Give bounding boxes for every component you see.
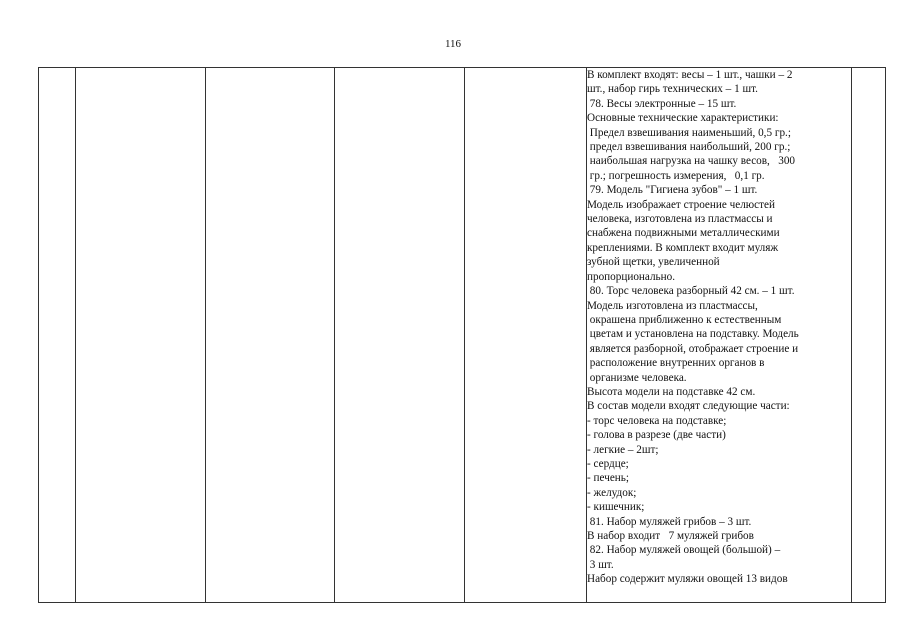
description-line: 78. Весы электронные – 15 шт.	[587, 97, 737, 110]
table-cell-col-4	[335, 68, 465, 603]
description-line: окрашена приближенно к естественным	[587, 313, 782, 326]
description-line: В состав модели входят следующие части:	[587, 400, 790, 413]
description-line: является разборной, отображает строение и	[587, 342, 799, 355]
description-line: - легкие – 2шт;	[587, 443, 659, 456]
table-cell-col-5	[465, 68, 587, 603]
description-line: - желудок;	[587, 486, 637, 499]
description-line: организме человека.	[587, 371, 687, 384]
table-cell-description	[587, 68, 852, 603]
description-line: пропорционально.	[587, 270, 676, 283]
description-line: гр.; погрешность измерения, 0,1 гр.	[587, 169, 765, 182]
description-line: Предел взвешивания наименьший, 0,5 гр.;	[587, 126, 791, 139]
description-line: В набор входит 7 муляжей грибов	[587, 530, 754, 542]
description-line: В комплект входят: весы – 1 шт., чашки – 2	[587, 69, 793, 81]
table-cell-col-3	[206, 68, 335, 603]
description-line: 80. Торс человека разборный 42 см. – 1 шт.	[587, 285, 795, 298]
description-line: 79. Модель "Гигиена зубов" – 1 шт.	[587, 184, 758, 197]
page-number: 116	[444, 38, 462, 50]
table-cell-col-7	[852, 68, 886, 603]
description-line: наибольшая нагрузка на чашку весов, 300	[587, 155, 796, 168]
description-line: - сердце;	[587, 457, 629, 470]
description-line: 81. Набор муляжей грибов – 3 шт.	[587, 515, 752, 528]
description-line: человека, изготовлена из пластмассы и	[587, 213, 773, 226]
description-line: - голова в разрезе (две части)	[587, 429, 726, 442]
description-line: предел взвешивания наибольший, 200 гр.;	[587, 141, 791, 154]
table-cell-col-1	[39, 68, 76, 603]
description-line: цветам и установлена на подставку. Модель	[587, 328, 799, 341]
description-line: Модель изготовлена из пластмассы,	[587, 299, 758, 312]
description-line: шт., набор гирь технических – 1 шт.	[587, 83, 758, 96]
description-line: снабжена подвижными металлическими	[587, 227, 780, 240]
description-line: - печень;	[587, 472, 629, 485]
table-row	[39, 68, 886, 603]
description-line: - кишечник;	[587, 501, 645, 514]
description-line: расположение внутренних органов в	[587, 357, 765, 370]
description-line: 82. Набор муляжей овощей (большой) –	[587, 544, 781, 557]
description-line: 3 шт.	[587, 558, 614, 571]
description-lines	[587, 68, 851, 587]
table-cell-col-2	[76, 68, 206, 603]
description-line: креплениями. В комплект входит муляж	[587, 241, 779, 254]
description-line: Высота модели на подставке 42 см.	[587, 385, 756, 398]
description-line: зубной щетки, увеличенной	[587, 256, 720, 269]
description-line: Основные технические характеристики:	[587, 112, 779, 125]
specification-table	[38, 67, 886, 603]
description-line: Модель изображает строение челюстей	[587, 198, 775, 211]
description-line: - торс человека на подставке;	[587, 414, 727, 427]
description-line: Набор содержит муляжи овощей 13 видов	[587, 573, 788, 586]
